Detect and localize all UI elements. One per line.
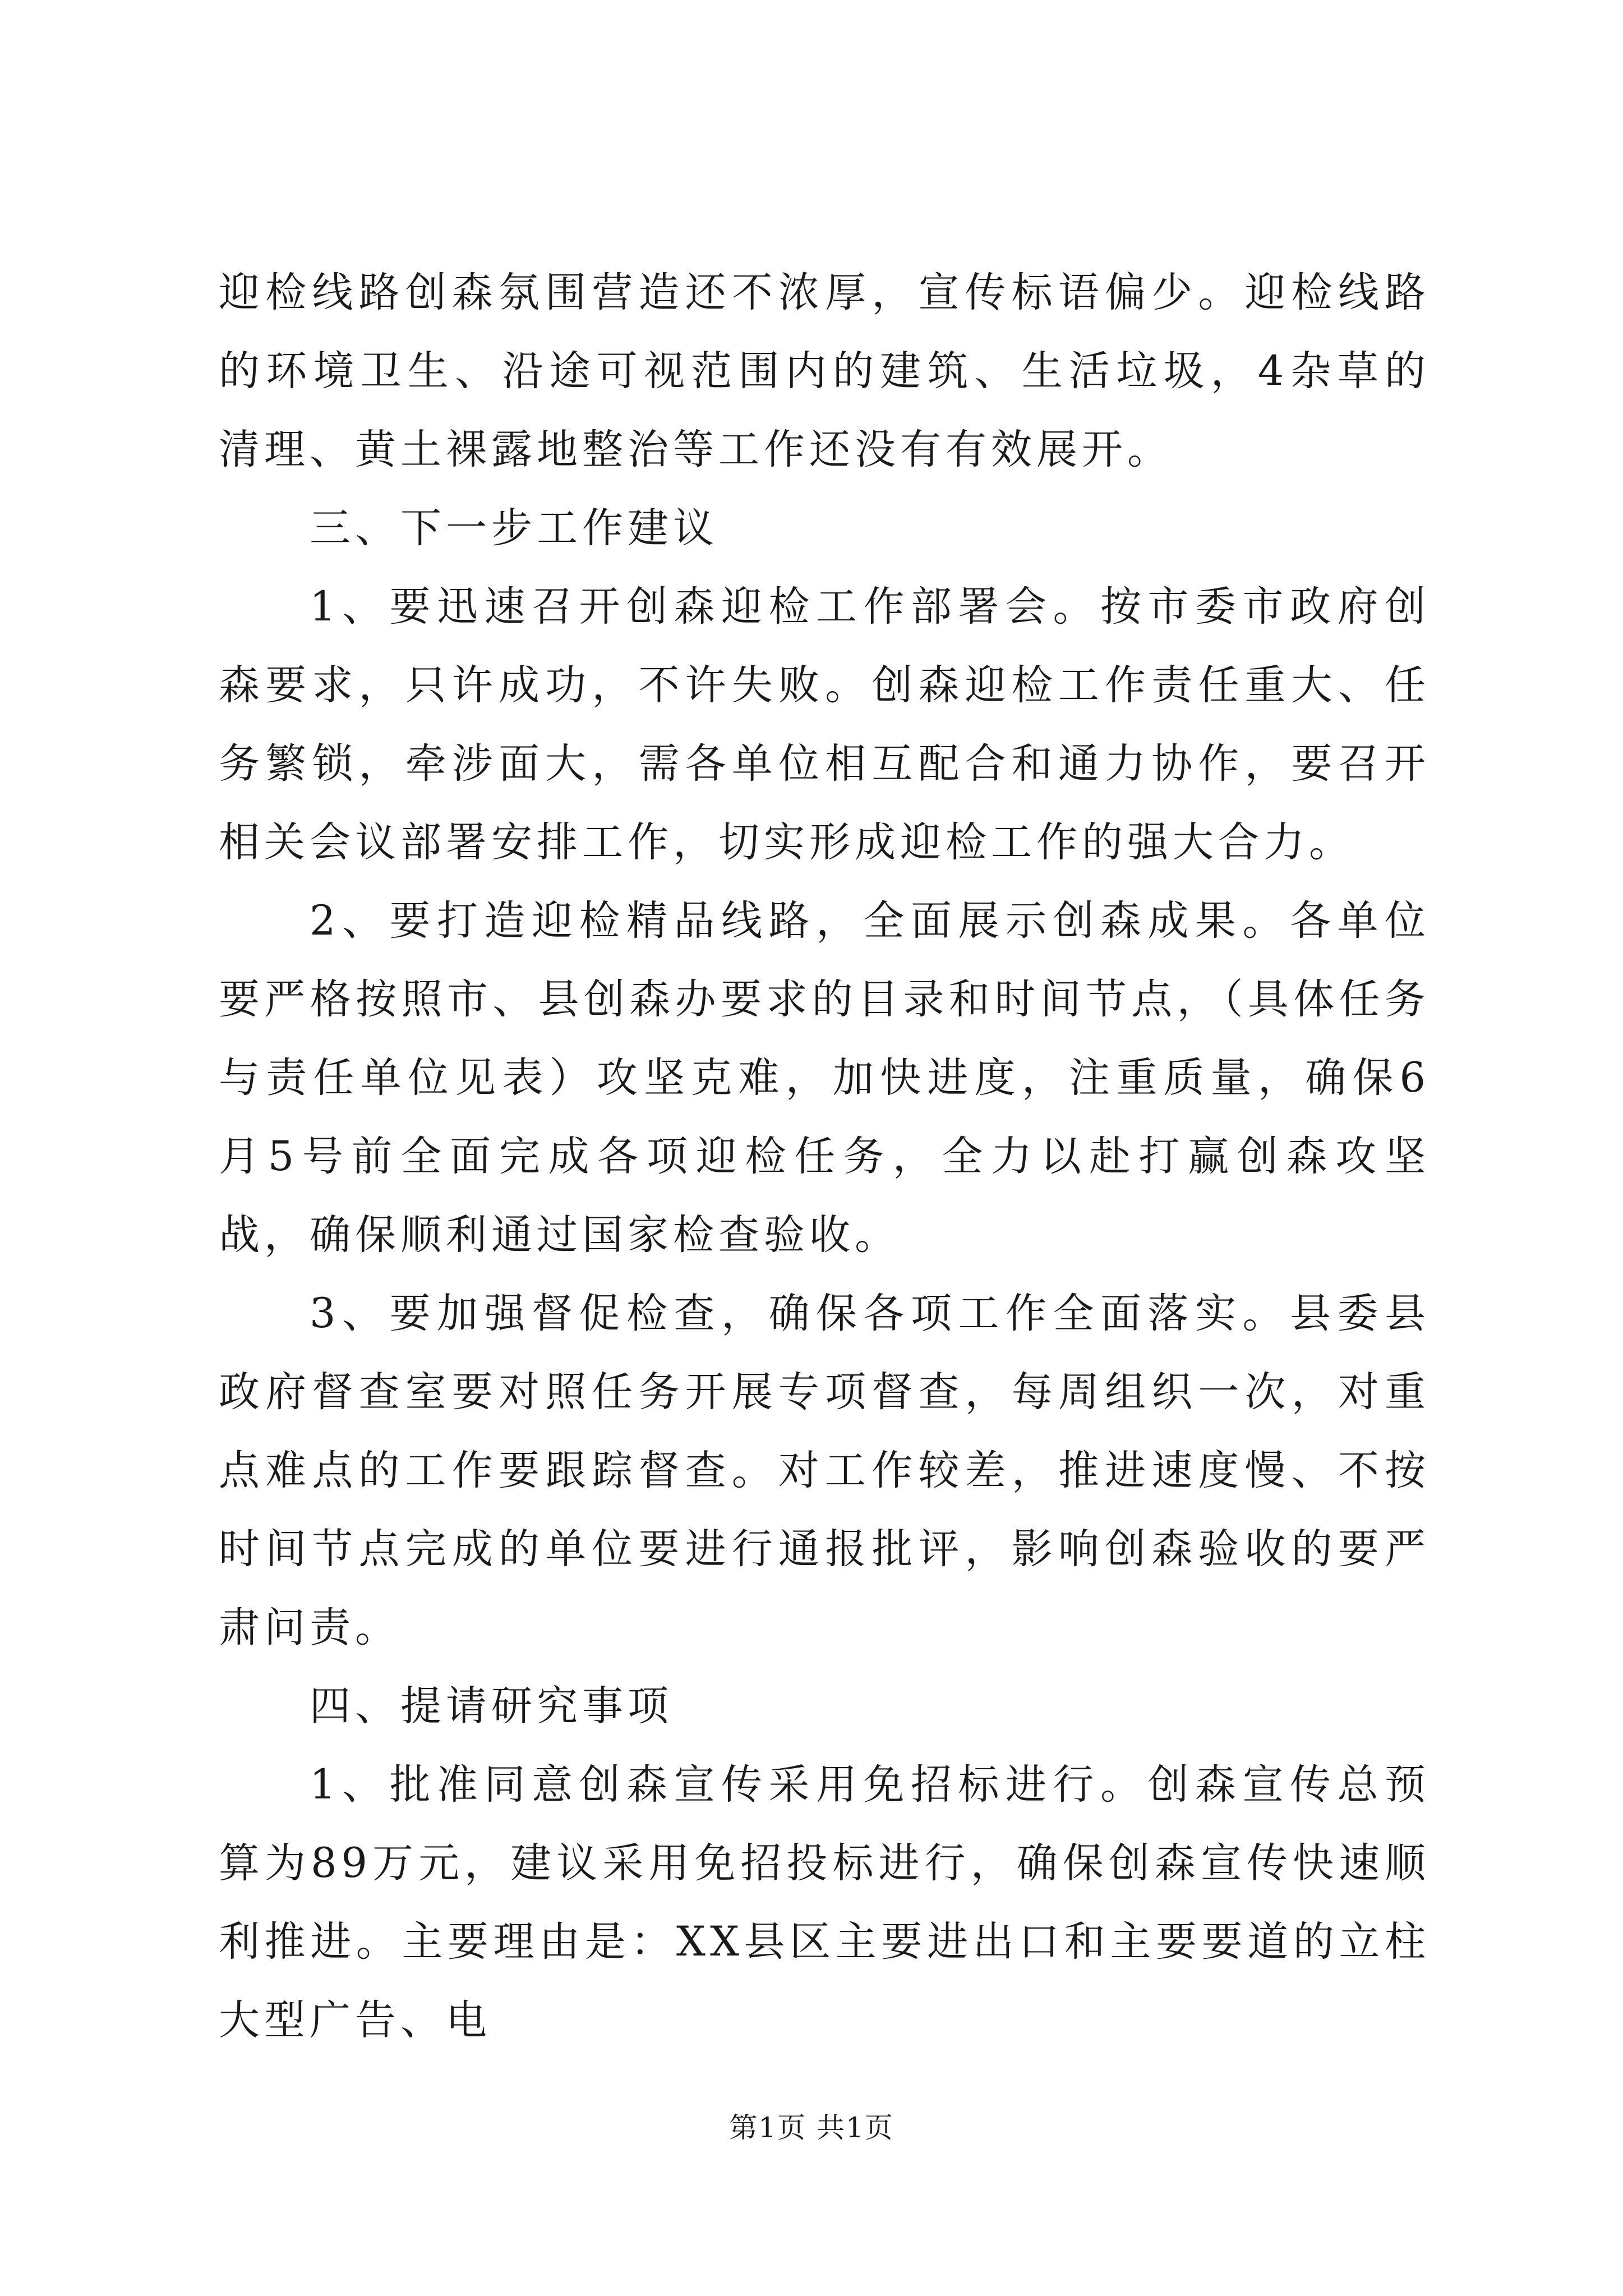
page-footer: 第1页 共1页 bbox=[729, 2111, 894, 2144]
document-body bbox=[219, 254, 1430, 2060]
section-heading-next-steps: 三、下一步工作建议 bbox=[310, 504, 718, 552]
paragraph-item-3: 3、要加强督促检查，确保各项工作全面落实。县委县政府督查室要对照任务开展专项督查，每周组织一次，对重点难点的工作要跟踪督查。对工作较差，推进速度慢、不按时间节点完成的单位要进行通报批评，影响创森验收的要严肃问责。 bbox=[219, 1290, 1430, 1651]
paragraph-item-1: 1、要迅速召开创森迎检工作部署会。按市委市政府创森要求，只许成功，不许失败。创森迎检工作责任重大、任务繁锁，牵涉面大，需各单位相互配合和通力协作，要召开相关会议部署安排工作，切实形成迎检工作的强大合力。 bbox=[219, 583, 1430, 866]
paragraph-item-2: 2、要打造迎检精品线路，全面展示创森成果。各单位要严格按照市、县创森办要求的目录和时间节点，（具体任务与责任单位见表）攻坚克难，加快进度，注重质量，确保6月5号前全面完成各项迎检任务，全力以赴打赢创森攻坚战，确保顺利通过国家检查验收。 bbox=[219, 897, 1430, 1259]
section-heading-research-items: 四、提请研究事项 bbox=[310, 1682, 673, 1730]
paragraph-continued: 迎检线路创森氛围营造还不浓厚，宣传标语偏少。迎检线路的环境卫生、沿途可视范围内的建筑、生活垃圾，4杂草的清理、黄土裸露地整治等工作还没有有效展开。 bbox=[219, 269, 1430, 473]
paragraph-research-item-1: 1、批准同意创森宣传采用免招标进行。创森宣传总预算为89万元，建议采用免招投标进行，确保创森宣传快速顺利推进。主要理由是：XX县区主要进出口和主要要道的立柱大型广告、电 bbox=[219, 1761, 1430, 2044]
